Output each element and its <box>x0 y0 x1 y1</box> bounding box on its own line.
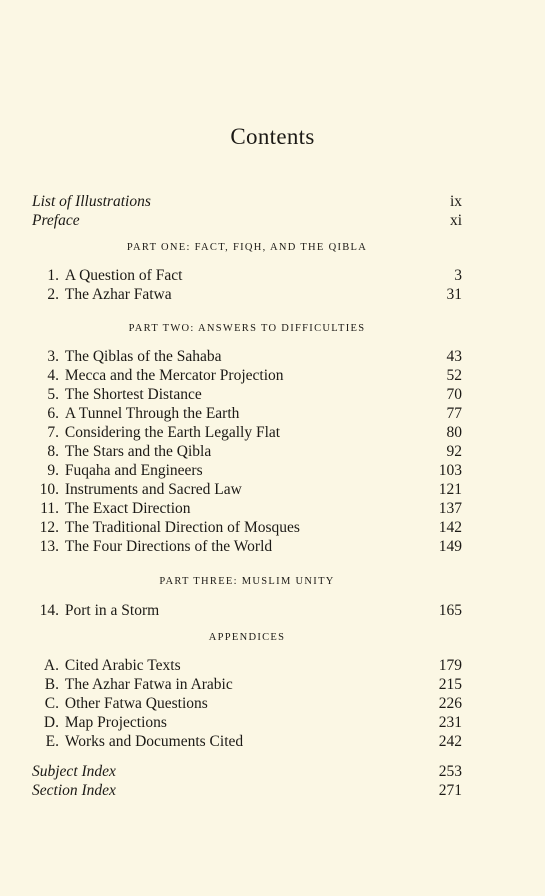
toc-entry <box>32 518 462 537</box>
part-heading: APPENDICES <box>208 632 286 643</box>
toc-entry-title: The Exact Direction <box>64 500 191 517</box>
toc-entry-page: 179 <box>438 657 462 674</box>
toc-entry-page: 43 <box>446 348 462 365</box>
toc-entry-page: xi <box>449 212 462 229</box>
part-heading: PART TWO: ANSWERS TO DIFFICULTIES <box>128 323 366 334</box>
chapter-number: 5. <box>47 386 59 403</box>
part-one-chapters <box>32 266 462 304</box>
appendix-letter: E. <box>45 733 59 750</box>
toc-entry <box>32 480 462 499</box>
appendix-letter: D. <box>43 714 59 731</box>
chapter-number: 6. <box>47 405 59 422</box>
chapter-number: 12. <box>39 519 59 536</box>
toc-entry-title: A Tunnel Through the Earth <box>64 405 240 422</box>
toc-entry <box>32 285 462 304</box>
toc-entry-title: List of Illustrations <box>32 193 151 210</box>
chapter-number: 1. <box>47 267 59 284</box>
part-three-chapters <box>32 601 462 620</box>
toc-entry-title: Preface <box>32 212 80 229</box>
toc-entry-page: 70 <box>446 386 462 403</box>
toc-entry <box>32 461 462 480</box>
toc-entry-page: 52 <box>446 367 462 384</box>
toc-entry-title: Considering the Earth Legally Flat <box>64 424 281 441</box>
toc-entry <box>32 385 462 404</box>
toc-entry <box>32 781 462 800</box>
part-heading: PART THREE: MUSLIM UNITY <box>159 576 335 587</box>
toc-entry-title: Port in a Storm <box>64 602 160 619</box>
toc-entry <box>32 713 462 732</box>
toc-entry <box>32 656 462 675</box>
toc-entry-title: Map Projections <box>64 714 167 731</box>
chapter-number: 14. <box>39 602 59 619</box>
toc-entry-page: 215 <box>438 676 462 693</box>
chapter-number: 11. <box>40 500 59 517</box>
toc-entry <box>32 347 462 366</box>
toc-entry-title: Fuqaha and Engineers <box>64 462 203 479</box>
toc-entry-title: Subject Index <box>32 763 116 780</box>
toc-entry <box>32 211 462 230</box>
part-two-chapters <box>32 347 462 556</box>
toc-entry <box>32 442 462 461</box>
toc-entry <box>32 404 462 423</box>
toc-entry-title: Mecca and the Mercator Projection <box>64 367 284 384</box>
toc-entry-page: 242 <box>438 733 462 750</box>
toc-entry-title: The Azhar Fatwa <box>64 286 172 303</box>
toc-entry <box>32 762 462 781</box>
toc-entry-page: 271 <box>438 782 462 799</box>
toc-entry-page: 121 <box>438 481 462 498</box>
toc-entry <box>32 675 462 694</box>
toc-entry-page: 137 <box>438 500 462 517</box>
chapter-number: 3. <box>47 348 59 365</box>
toc-entry <box>32 192 462 211</box>
toc-entry-title: The Azhar Fatwa in Arabic <box>64 676 233 693</box>
chapter-number: 9. <box>47 462 59 479</box>
toc-entry-title: The Qiblas of the Sahaba <box>64 348 222 365</box>
toc-entry-page: 226 <box>438 695 462 712</box>
toc-entry-title: The Stars and the Qibla <box>64 443 212 460</box>
chapter-number: 7. <box>47 424 59 441</box>
toc-entry <box>32 601 462 620</box>
toc-entry-page: 80 <box>446 424 462 441</box>
toc-entry-title: A Question of Fact <box>64 267 183 284</box>
toc-entry-page: 77 <box>446 405 462 422</box>
toc-entry <box>32 694 462 713</box>
toc-entry-title: The Traditional Direction of Mosques <box>64 519 300 536</box>
chapter-number: 4. <box>47 367 59 384</box>
toc-entry-title: The Shortest Distance <box>64 386 202 403</box>
front-matter <box>32 192 462 230</box>
toc-entry-title: Works and Documents Cited <box>64 733 244 750</box>
toc-entry <box>32 537 462 556</box>
toc-entry <box>32 366 462 385</box>
part-heading: PART ONE: FACT, FIQH, AND THE QIBLA <box>126 242 368 253</box>
toc-entry-page: 253 <box>438 763 462 780</box>
toc-entry-title: Cited Arabic Texts <box>64 657 181 674</box>
toc-entry-page: 231 <box>438 714 462 731</box>
toc-entry <box>32 423 462 442</box>
toc-entry-title: The Four Directions of the World <box>64 538 273 555</box>
appendix-letter: B. <box>44 676 59 693</box>
toc-entry-title: Instruments and Sacred Law <box>64 481 242 498</box>
toc-entry-page: 31 <box>446 286 462 303</box>
back-matter <box>32 762 462 800</box>
toc-entry-page: 149 <box>438 538 462 555</box>
chapter-number: 10. <box>39 481 59 498</box>
toc-entry <box>32 732 462 751</box>
toc-entry-page: 103 <box>438 462 462 479</box>
appendix-letter: C. <box>44 695 59 712</box>
chapter-number: 2. <box>47 286 59 303</box>
toc-entry-title: Section Index <box>32 782 116 799</box>
toc-entry-page: 142 <box>438 519 462 536</box>
toc-entry-title: Other Fatwa Questions <box>64 695 208 712</box>
chapter-number: 8. <box>47 443 59 460</box>
toc-entry-page: 92 <box>446 443 462 460</box>
toc-entry-page: ix <box>449 193 462 210</box>
toc-entry <box>32 499 462 518</box>
appendices <box>32 656 462 751</box>
appendix-letter: A. <box>43 657 59 674</box>
page-title: Contents <box>230 124 315 149</box>
toc-entry <box>32 266 462 285</box>
chapter-number: 13. <box>39 538 59 555</box>
toc-entry-page: 165 <box>438 602 462 619</box>
toc-entry-page: 3 <box>454 267 462 284</box>
